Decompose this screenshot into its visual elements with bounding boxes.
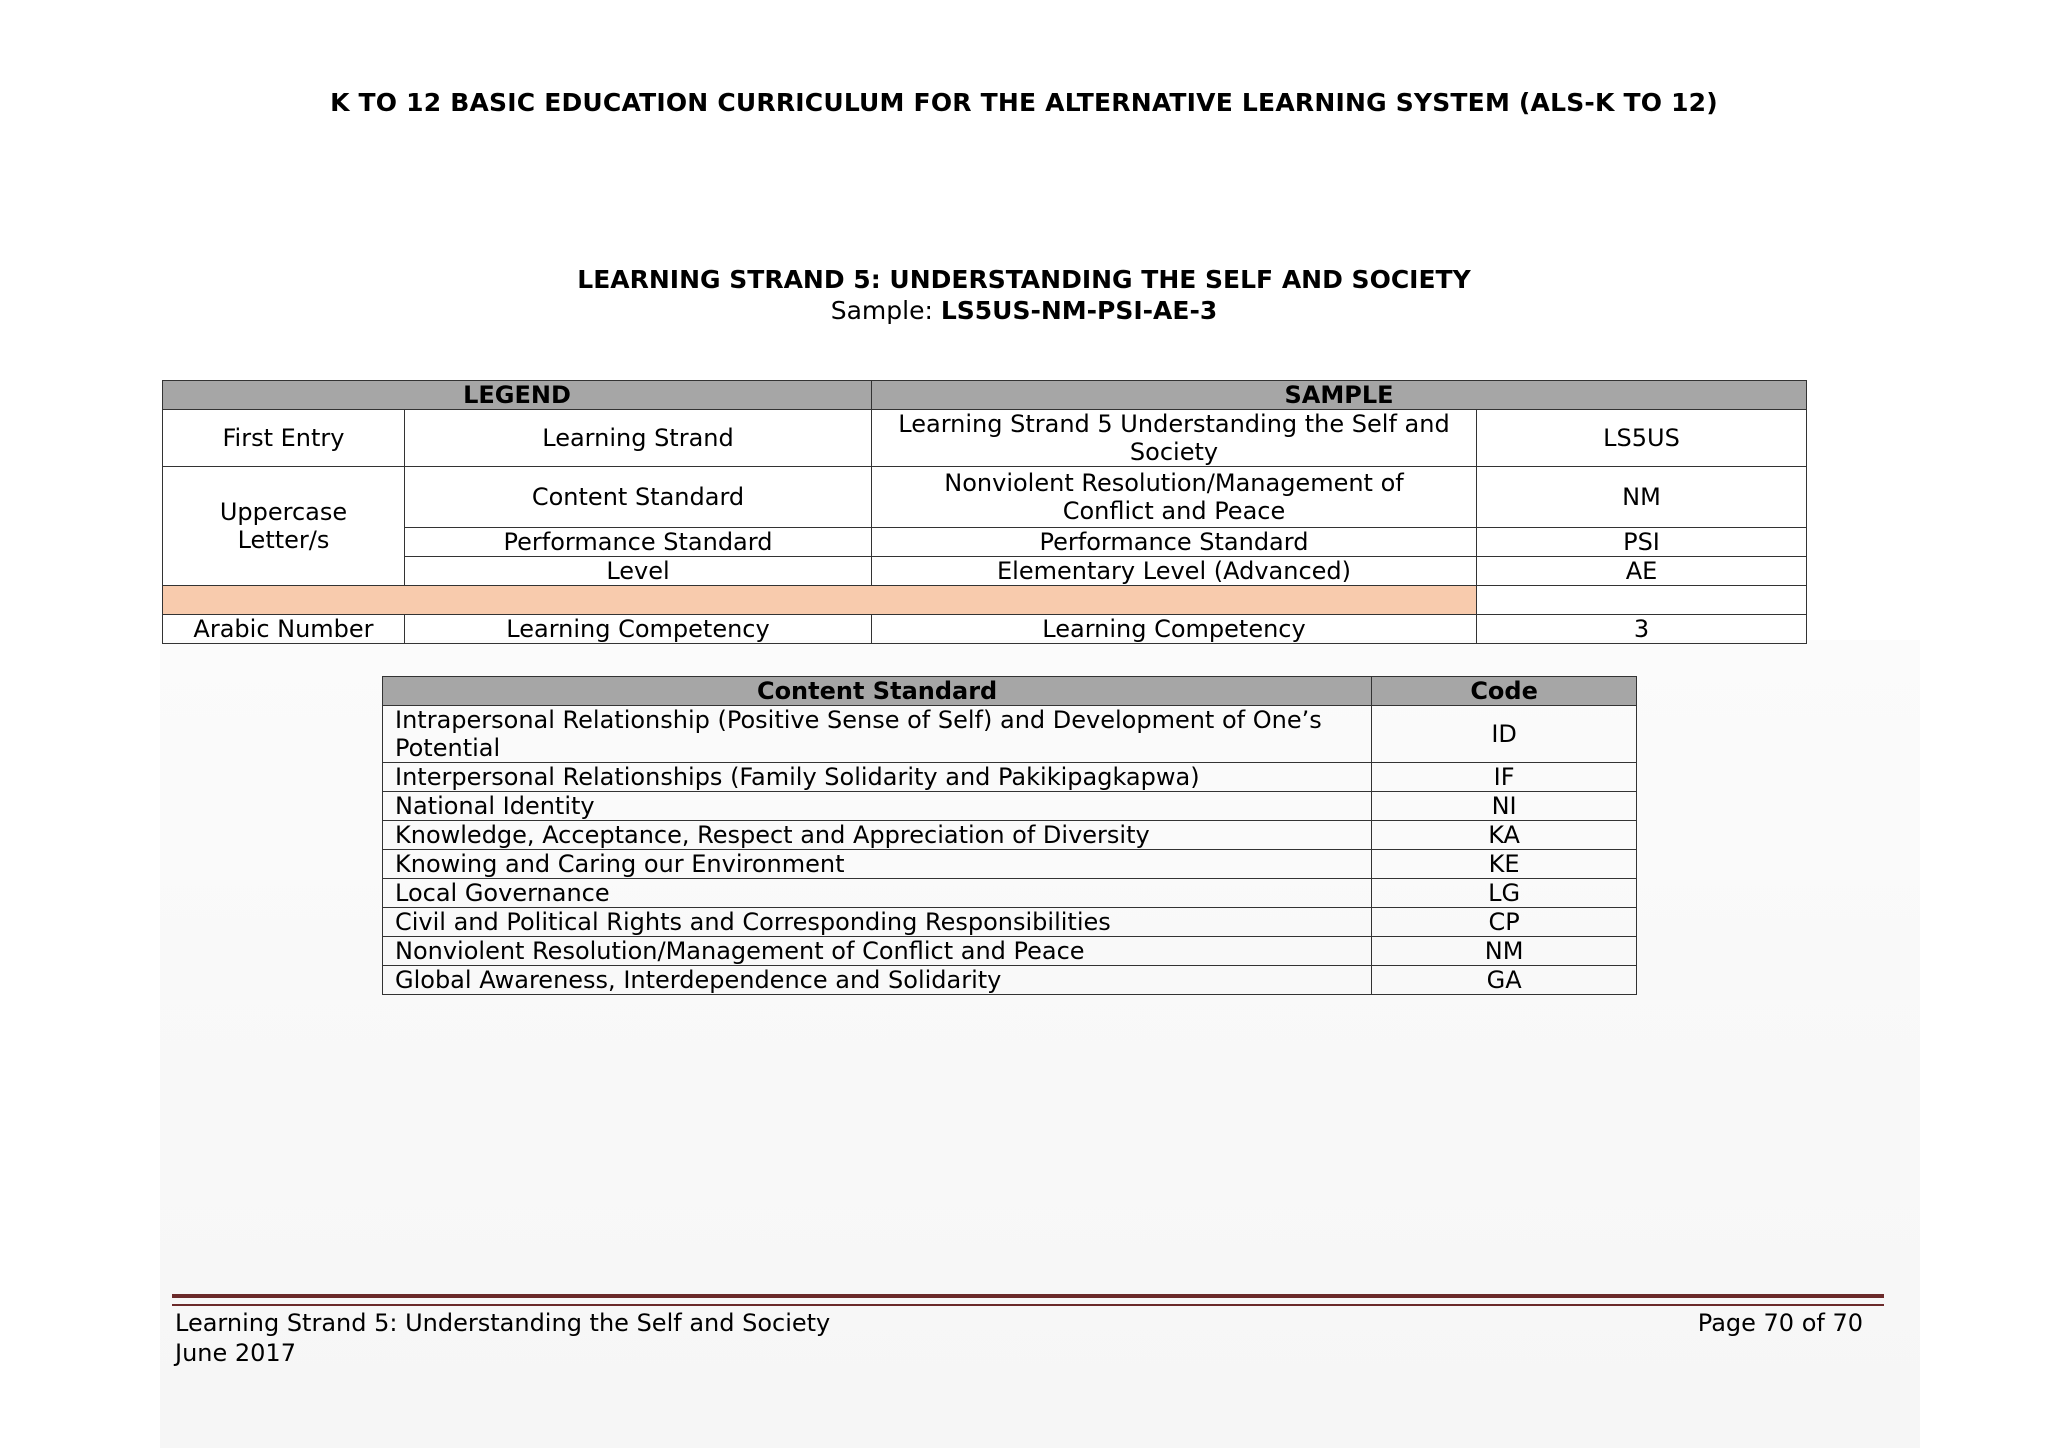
standard-name: National Identity xyxy=(383,792,1372,821)
sample-description: Elementary Level (Advanced) xyxy=(872,557,1477,586)
legend-type: Learning Strand xyxy=(405,410,872,467)
legend-type: Level xyxy=(405,557,872,586)
standard-code: ID xyxy=(1372,706,1637,763)
table-row xyxy=(383,792,1637,821)
table-row xyxy=(383,908,1637,937)
standard-code: NI xyxy=(1372,792,1637,821)
table-row xyxy=(163,615,1807,644)
standard-name: Nonviolent Resolution/Management of Conflict and Peace xyxy=(383,937,1372,966)
legend-header: LEGEND xyxy=(163,381,872,410)
sample-code-cell: PSI xyxy=(1477,528,1807,557)
sample-code-cell: 3 xyxy=(1477,615,1807,644)
table-row xyxy=(163,528,1807,557)
standard-name: Knowing and Caring our Environment xyxy=(383,850,1372,879)
sample-line xyxy=(0,296,2048,325)
footer-strand: Learning Strand 5: Understanding the Self and Society xyxy=(175,1309,831,1337)
legend-table xyxy=(162,380,1807,644)
table-row xyxy=(383,966,1637,995)
sample-code-cell: AE xyxy=(1477,557,1807,586)
table-row xyxy=(383,879,1637,908)
sample-prefix: Sample: xyxy=(830,296,941,325)
page-number: Page 70 of 70 xyxy=(1697,1309,1863,1337)
strand-title: LEARNING STRAND 5: UNDERSTANDING THE SELF AND SOCIETY xyxy=(577,265,1471,294)
standard-code: NM xyxy=(1372,937,1637,966)
standard-code: LG xyxy=(1372,879,1637,908)
legend-type: Performance Standard xyxy=(405,528,872,557)
standard-code: GA xyxy=(1372,966,1637,995)
table-row xyxy=(383,821,1637,850)
standard-code: KA xyxy=(1372,821,1637,850)
standard-name: Local Governance xyxy=(383,879,1372,908)
standard-name: Civil and Political Rights and Corresponding Responsibilities xyxy=(383,908,1372,937)
table-row xyxy=(163,410,1807,467)
sample-description: Nonviolent Resolution/Management of Conflict and Peace xyxy=(872,467,1477,528)
code-header: Code xyxy=(1372,677,1637,706)
footer-date: June 2017 xyxy=(175,1339,296,1367)
legend-category: Uppercase Letter/s xyxy=(163,467,405,586)
standard-code: KE xyxy=(1372,850,1637,879)
legend-category: Arabic Number xyxy=(163,615,405,644)
standard-name: Global Awareness, Interdependence and Solidarity xyxy=(383,966,1372,995)
sample-description: Learning Competency xyxy=(872,615,1477,644)
standard-code: IF xyxy=(1372,763,1637,792)
table-row xyxy=(163,557,1807,586)
content-header-row xyxy=(383,677,1637,706)
sample-description: Performance Standard xyxy=(872,528,1477,557)
table-row xyxy=(163,467,1807,528)
table-row xyxy=(383,706,1637,763)
spacer-row xyxy=(163,586,1807,615)
sample-code-cell: NM xyxy=(1477,467,1807,528)
document-title: K TO 12 BASIC EDUCATION CURRICULUM FOR THE ALTERNATIVE LEARNING SYSTEM (ALS-K TO 12) xyxy=(330,88,1718,117)
standard-name: Intrapersonal Relationship (Positive Sense of Self) and Development of One’s Potential xyxy=(383,706,1372,763)
highlight-band xyxy=(163,586,1477,615)
sample-code: LS5US-NM-PSI-AE-3 xyxy=(940,296,1218,325)
sample-code-cell: LS5US xyxy=(1477,410,1807,467)
empty-cell xyxy=(1477,586,1807,615)
legend-type: Learning Competency xyxy=(405,615,872,644)
table-row xyxy=(383,937,1637,966)
standard-name: Knowledge, Acceptance, Respect and Appreciation of Diversity xyxy=(383,821,1372,850)
standard-name: Interpersonal Relationships (Family Solidarity and Pakikipagkapwa) xyxy=(383,763,1372,792)
legend-header-row xyxy=(163,381,1807,410)
content-standard-table xyxy=(382,676,1637,995)
footer-divider xyxy=(172,1294,1884,1306)
sample-header: SAMPLE xyxy=(872,381,1807,410)
sample-description: Learning Strand 5 Understanding the Self and Society xyxy=(872,410,1477,467)
content-standard-header: Content Standard xyxy=(383,677,1372,706)
legend-category: First Entry xyxy=(163,410,405,467)
standard-code: CP xyxy=(1372,908,1637,937)
table-row xyxy=(383,763,1637,792)
legend-type: Content Standard xyxy=(405,467,872,528)
table-row xyxy=(383,850,1637,879)
footer-left xyxy=(175,1308,830,1368)
